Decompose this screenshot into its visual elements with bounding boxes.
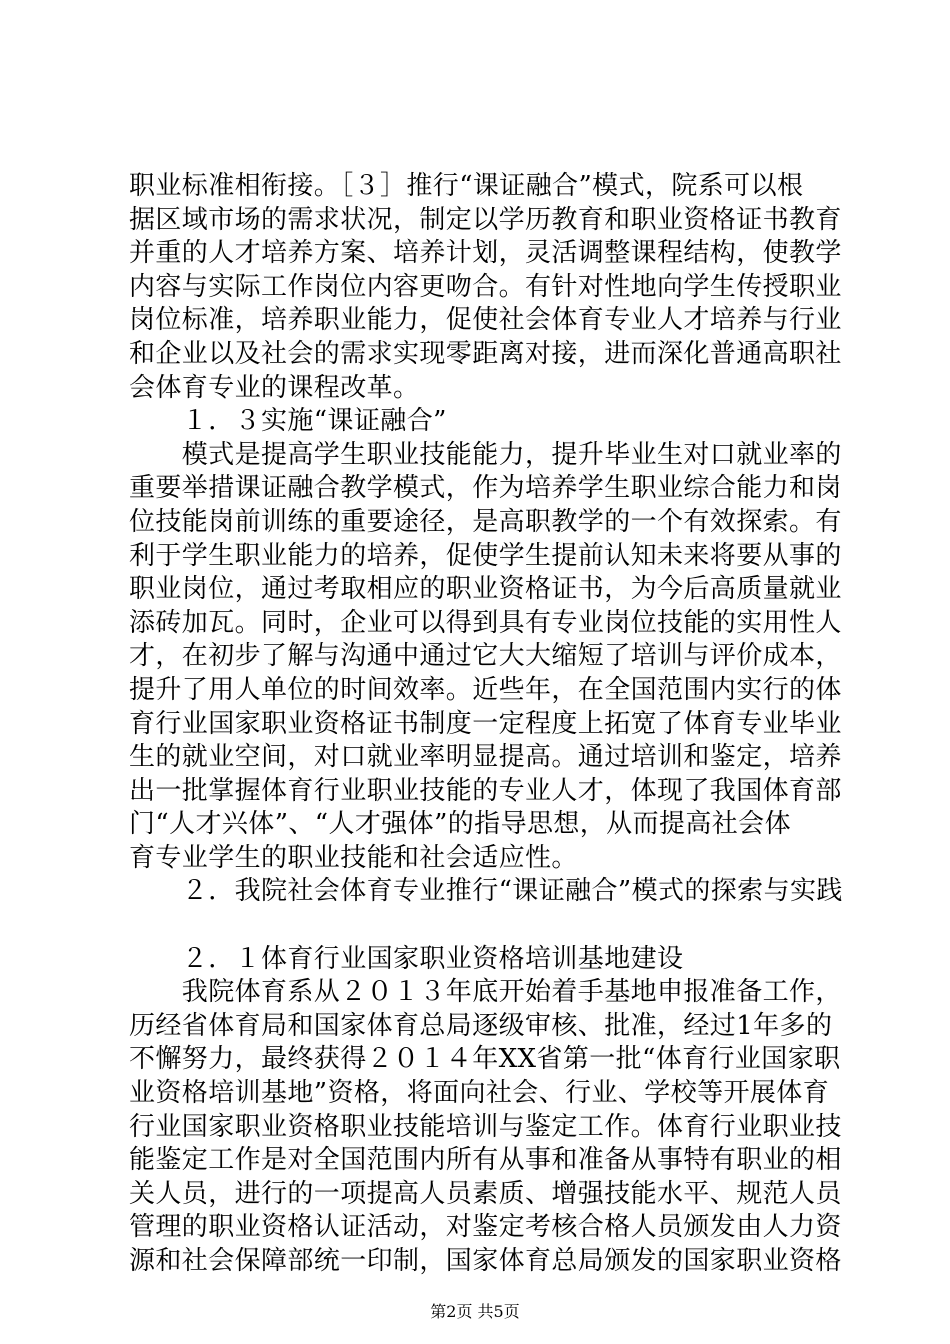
- text-line: 提升了用人单位的时间效率。近些年，在全国范围内实行的体: [129, 674, 842, 705]
- text-line: 门“人才兴体”、“人才强体”的指导思想，从而提高社会体: [129, 809, 791, 840]
- text-line: 生的就业空间，对口就业率明显提高。通过培训和鉴定，培养: [129, 742, 842, 773]
- text-line: 育行业国家职业资格证书制度一定程度上拓宽了体育专业毕业: [129, 708, 842, 739]
- text-line: 会体育专业的课程改革。: [129, 372, 420, 403]
- text-line: 管理的职业资格认证活动，对鉴定考核合格人员颁发由人力资: [129, 1212, 842, 1243]
- text-line: 位技能岗前训练的重要途径，是高职教学的一个有效探索。有: [129, 506, 842, 537]
- text-line: 关人员，进行的一项提高人员素质、增强技能水平、规范人员: [129, 1178, 842, 1209]
- section-heading: ２．我院社会体育专业推行“课证融合”模式的探索与实践: [129, 876, 843, 907]
- text-line: 添砖加瓦。同时，企业可以得到具有专业岗位技能的实用性人: [129, 607, 842, 638]
- text-line: 才，在初步了解与沟通中通过它大大缩短了培训与评价成本，: [129, 641, 842, 672]
- text-line: 出一批掌握体育行业职业技能的专业人才，体现了我国体育部: [129, 775, 842, 806]
- text-line: 历经省体育局和国家体育总局逐级审核、批准，经过1年多的: [129, 1010, 833, 1041]
- text-line: 岗位标准，培养职业能力，促使社会体育专业人才培养与行业: [129, 305, 842, 336]
- section-heading: ２．１体育行业国家职业资格培训基地建设: [129, 943, 684, 974]
- text-line: 我院体育系从２０１３年底开始着手基地申报准备工作，: [129, 977, 842, 1008]
- page-footer: 第2页 共5页: [430, 1302, 520, 1321]
- text-line: 行业国家职业资格职业技能培训与鉴定工作。体育行业职业技: [129, 1111, 842, 1142]
- text-line: 据区域市场的需求状况，制定以学历教育和职业资格证书教育: [129, 204, 842, 235]
- section-heading: １．３实施“课证融合”: [129, 406, 447, 437]
- text-line: 内容与实际工作岗位内容更吻合。有针对性地向学生传授职业: [129, 271, 842, 302]
- text-line: 源和社会保障部统一印制，国家体育总局颁发的国家职业资格: [129, 1246, 842, 1276]
- text-line: 职业岗位，通过考取相应的职业资格证书，为今后高质量就业: [129, 574, 842, 605]
- text-line: 和企业以及社会的需求实现零距离对接，进而深化普通高职社: [129, 338, 842, 369]
- text-line: 能鉴定工作是对全国范围内所有从事和准备从事特有职业的相: [129, 1145, 842, 1176]
- body-text: [129, 170, 843, 1279]
- text-line: 模式是提高学生职业技能能力，提升毕业生对口就业率的: [129, 439, 842, 470]
- text-line: 重要举措课证融合教学模式，作为培养学生职业综合能力和岗: [129, 473, 842, 504]
- text-line: 育专业学生的职业技能和社会适应性。: [129, 842, 578, 873]
- text-line: 业资格培训基地”资格，将面向社会、行业、学校等开展体育: [129, 1078, 830, 1109]
- text-line: 不懈努力，最终获得２０１４年XX省第一批“体育行业国家职: [129, 1044, 841, 1075]
- text-line: 利于学生职业能力的培养，促使学生提前认知未来将要从事的: [129, 540, 842, 571]
- text-line: 并重的人才培养方案、培养计划，灵活调整课程结构，使教学: [129, 238, 842, 269]
- text-line: 职业标准相衔接。［３］推行“课证融合”模式，院系可以根: [129, 171, 804, 201]
- blank-line: [129, 909, 831, 943]
